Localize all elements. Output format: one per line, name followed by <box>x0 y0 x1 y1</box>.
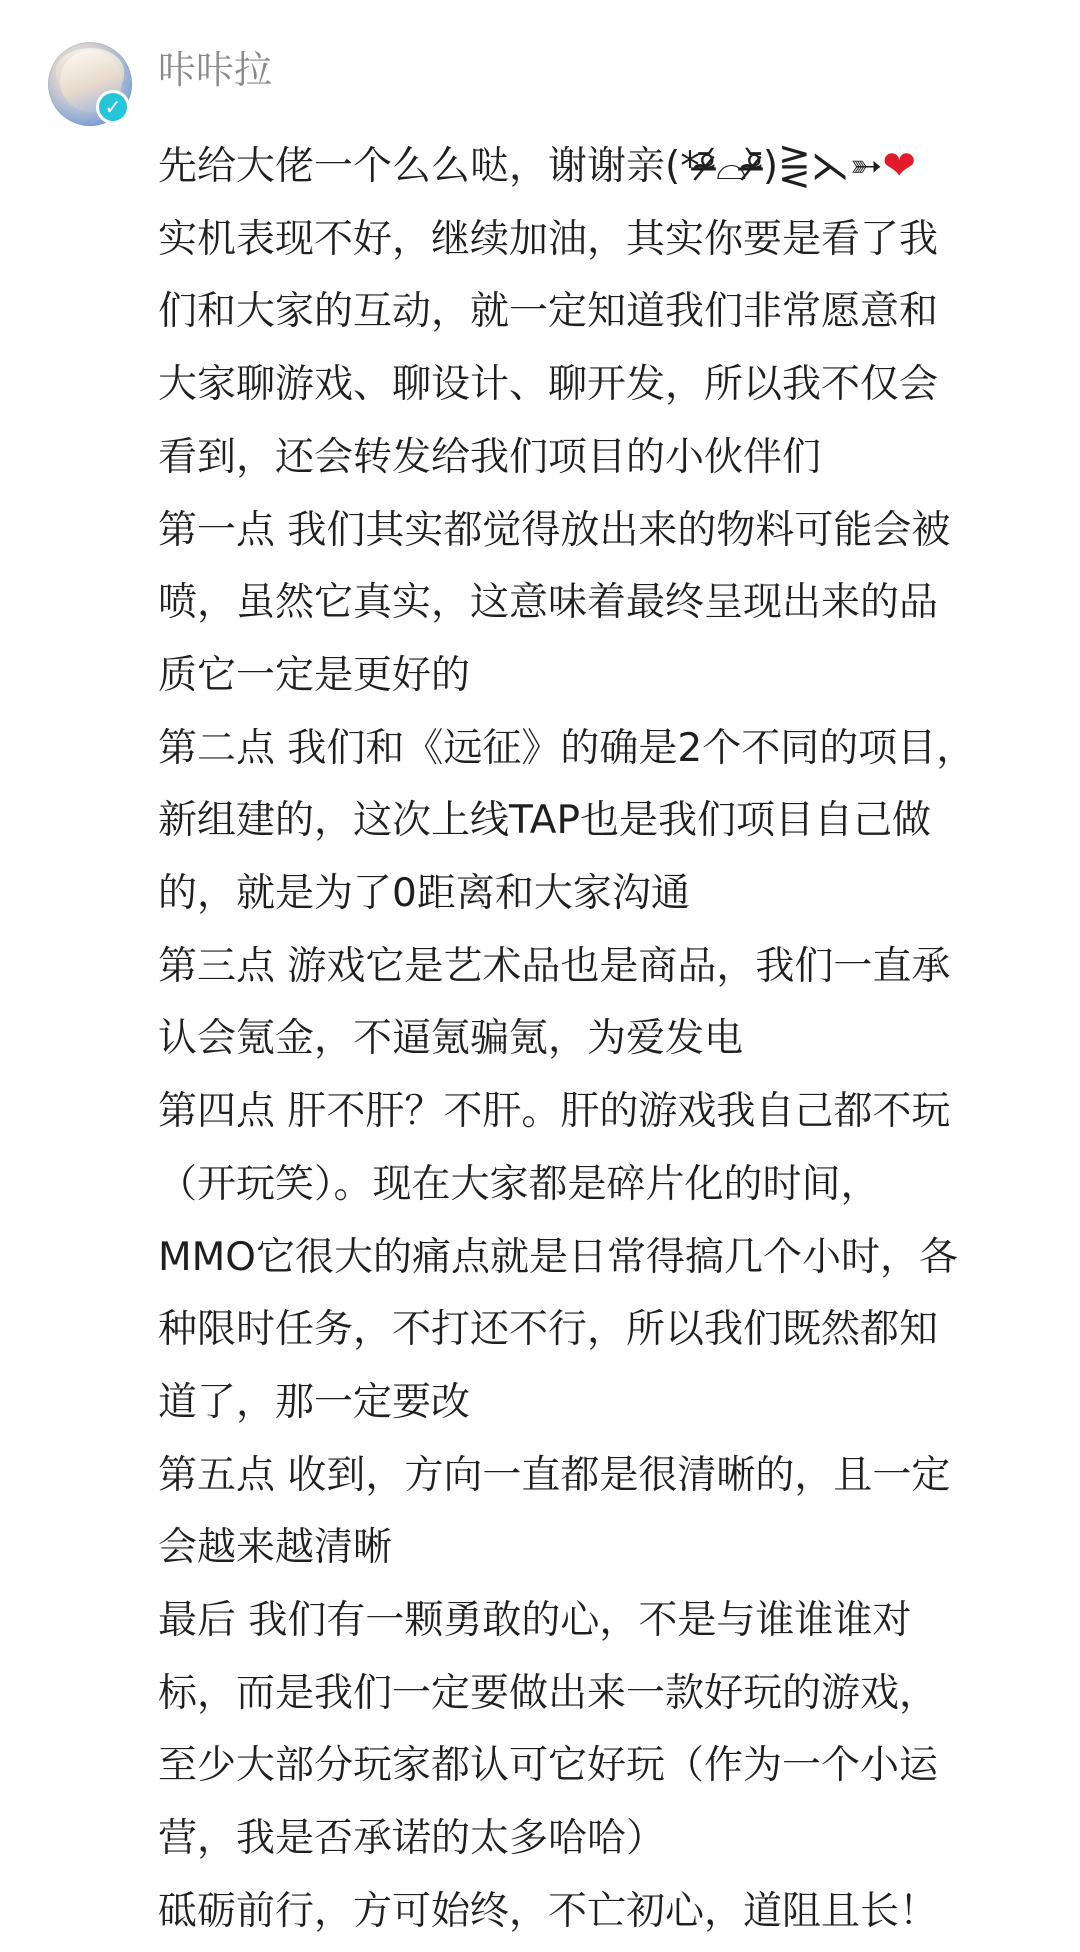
comment-line: 们和大家的互动，就一定知道我们非常愿意和 <box>158 289 939 335</box>
comment-line: 认会氪金，不逼氪骗氪，为爱发电 <box>158 1016 744 1062</box>
comment-line: 营，我是否承诺的太多哈哈） <box>158 1816 666 1862</box>
verified-check-icon: ✓ <box>96 90 130 124</box>
comment-line-text: 先给大佬一个么么哒，谢谢亲(*ᵒ̴̶̷᷄⌓ᵒ̴̶̷᷅)⋛⋋➳ <box>158 144 883 189</box>
comment-line: 新组建的，这次上线TAP也是我们项目自己做 <box>158 798 931 844</box>
heart-icon: ❤ <box>882 143 916 189</box>
comment-line: 第四点 肝不肝？不肝。肝的游戏我自己都不玩 <box>158 1089 951 1135</box>
comment-line: 第三点 游戏它是艺术品也是商品，我们一直承 <box>158 943 951 989</box>
comment-line: 第五点 收到，方向一直都是很清晰的，且一定 <box>158 1452 951 1498</box>
comment-line: 砥砺前行，方可始终，不亡初心，道阻且长！ <box>158 1888 939 1934</box>
comment-line: 实机表现不好，继续加油，其实你要是看了我 <box>158 216 939 262</box>
comment-line: 第一点 我们其实都觉得放出来的物料可能会被 <box>158 507 951 553</box>
comment-line: 标，而是我们一定要做出来一款好玩的游戏， <box>158 1670 939 1716</box>
comment-line: 最后 我们有一颗勇敢的心，不是与谁谁谁对 <box>158 1598 912 1644</box>
comment-line: 道了，那一定要改 <box>158 1379 471 1425</box>
comment-line: 第二点 我们和《远征》的确是2个不同的项目， <box>158 725 976 771</box>
comment-line: MMO它很大的痛点就是日常得搞几个小时，各 <box>158 1234 958 1280</box>
comment-line <box>158 130 1038 204</box>
comment-line: 大家聊游戏、聊设计、聊开发，所以我不仅会 <box>158 362 939 408</box>
comment-line: 至少大部分玩家都认可它好玩（作为一个小运 <box>158 1743 939 1789</box>
comment-line: （开玩笑）。现在大家都是碎片化的时间， <box>158 1161 880 1207</box>
comment-line: 的，就是为了0距离和大家沟通 <box>158 871 690 917</box>
username[interactable]: 咔咔拉 <box>158 48 273 92</box>
comment-line: 质它一定是更好的 <box>158 652 471 698</box>
comment-line: 喷，虽然它真实，这意味着最终呈现出来的品 <box>158 580 939 626</box>
comment-line: 看到，还会转发给我们项目的小伙伴们 <box>158 434 822 480</box>
comment-body <box>158 130 1038 1949</box>
comment-line: 种限时任务，不打还不行，所以我们既然都知 <box>158 1307 939 1353</box>
comment-line: 会越来越清晰 <box>158 1525 393 1571</box>
